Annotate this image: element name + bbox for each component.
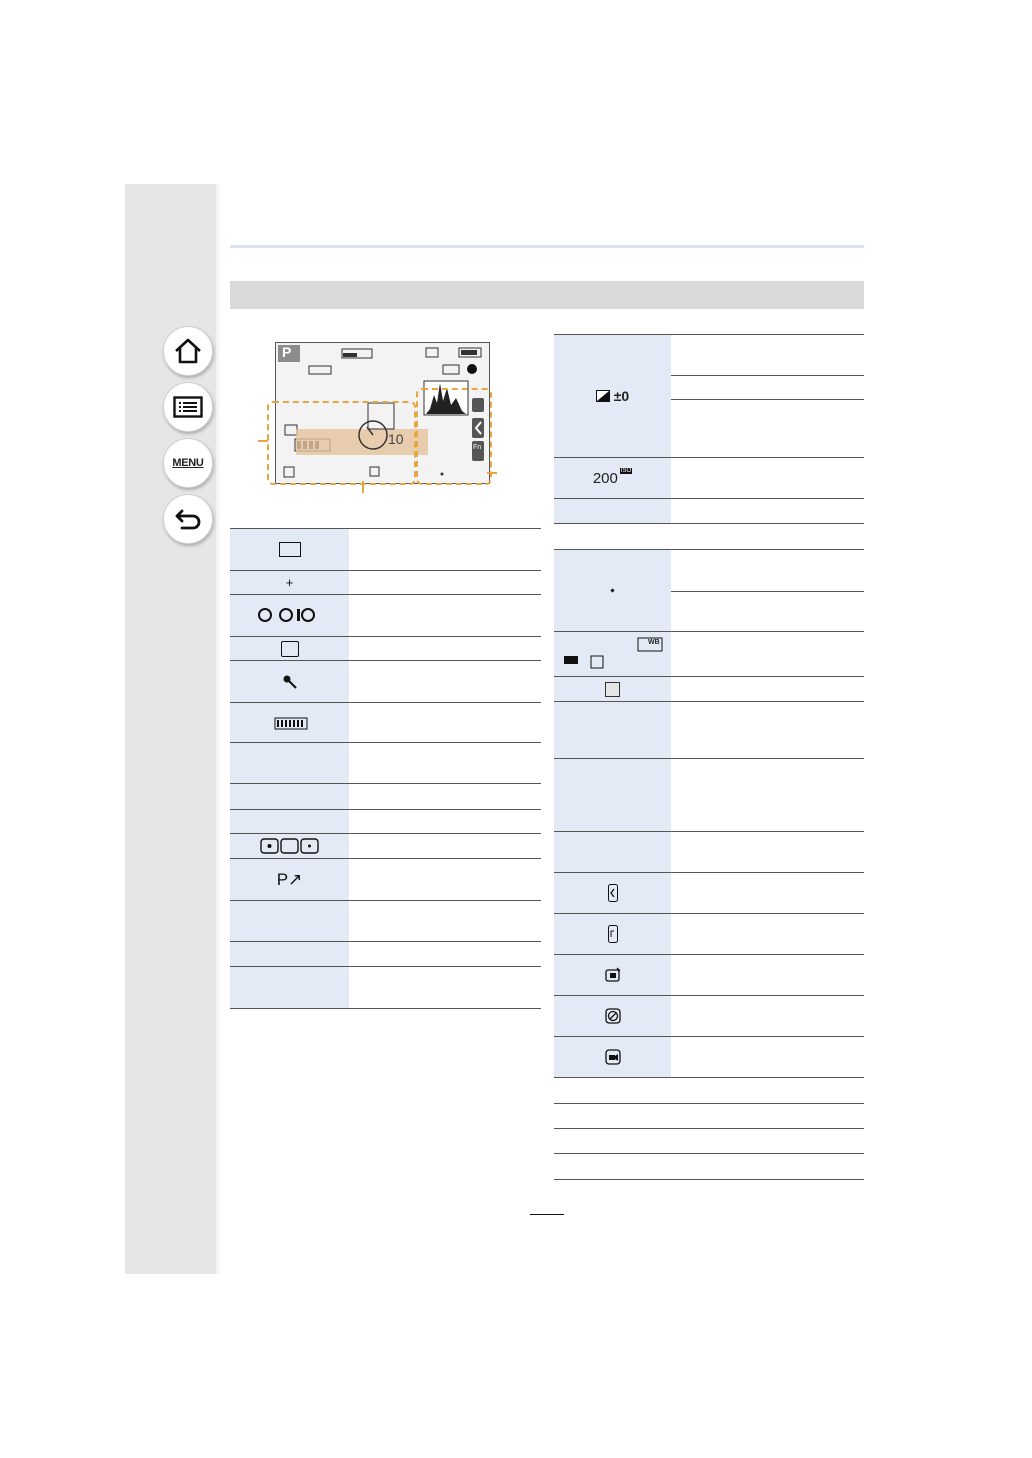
menu-button[interactable] bbox=[163, 438, 213, 488]
right-row-15 bbox=[554, 1037, 864, 1078]
section-bar bbox=[230, 281, 864, 309]
crosshair-icon: + bbox=[285, 575, 294, 590]
callout-right-region bbox=[416, 388, 492, 485]
back-arrow-icon bbox=[174, 507, 202, 531]
back-button[interactable] bbox=[163, 494, 213, 544]
movie-icon bbox=[605, 1049, 621, 1065]
left-row-3 bbox=[230, 595, 541, 637]
left-row-14 bbox=[230, 967, 541, 1009]
left-row-6 bbox=[230, 703, 541, 743]
program-shift-icon: P↗ bbox=[276, 869, 303, 889]
left-row-8 bbox=[230, 784, 541, 810]
right-row-6 bbox=[554, 632, 864, 677]
left-row-5 bbox=[230, 661, 541, 703]
left-row-11 bbox=[230, 859, 541, 901]
left-row-4 bbox=[230, 637, 541, 661]
right-row-10 bbox=[554, 832, 864, 873]
silent-mode-icon bbox=[281, 641, 299, 657]
mic-level-icon bbox=[272, 715, 308, 731]
right-row-14 bbox=[554, 996, 864, 1037]
fn-tab-label: Fn bbox=[473, 444, 482, 451]
callout-line-2 bbox=[362, 481, 364, 493]
iso-value: 200 bbox=[592, 469, 618, 487]
callout-line-1 bbox=[258, 440, 268, 442]
color-swatch-icon bbox=[605, 682, 620, 697]
wb-badge: WB bbox=[648, 639, 660, 646]
left-row-9 bbox=[230, 810, 541, 834]
callout-left-region bbox=[267, 401, 416, 485]
touch-ae-icon bbox=[605, 1008, 621, 1024]
right-row-3 bbox=[554, 499, 864, 524]
fn-tab-icon bbox=[608, 925, 618, 943]
metering-mode-icons bbox=[260, 838, 320, 854]
frame-icon bbox=[279, 542, 301, 557]
touch-shutter-icon bbox=[605, 967, 621, 983]
sidebar-edge bbox=[216, 184, 219, 1274]
left-row-2 bbox=[230, 571, 541, 595]
callout-line-3 bbox=[487, 472, 497, 474]
right-row-13 bbox=[554, 955, 864, 996]
left-row-10 bbox=[230, 834, 541, 859]
home-icon bbox=[174, 338, 202, 364]
left-row-1 bbox=[230, 529, 541, 571]
right-row-12 bbox=[554, 914, 864, 955]
self-timer-value: 10 bbox=[388, 431, 404, 447]
left-row-13 bbox=[230, 942, 541, 967]
self-timer-icons bbox=[256, 605, 324, 627]
right-row-2 bbox=[554, 458, 864, 499]
right-row-7 bbox=[554, 677, 864, 702]
microphone-icon bbox=[282, 674, 298, 690]
list-icon bbox=[173, 396, 203, 418]
exposure-comp-icon bbox=[596, 390, 610, 402]
exposure-comp-value: ±0 bbox=[613, 388, 630, 404]
right-row-11 bbox=[554, 873, 864, 914]
contents-button[interactable] bbox=[163, 382, 213, 432]
dot-icon bbox=[610, 588, 614, 592]
right-row-9 bbox=[554, 759, 864, 832]
right-row-19 bbox=[554, 1154, 864, 1180]
page-number-underline bbox=[530, 1214, 564, 1215]
right-row-4 bbox=[554, 524, 864, 550]
header-rule bbox=[230, 245, 864, 248]
right-row-1 bbox=[554, 335, 864, 458]
home-button[interactable] bbox=[163, 326, 213, 376]
right-row-18 bbox=[554, 1129, 864, 1154]
right-row-16 bbox=[554, 1078, 864, 1104]
right-row-17 bbox=[554, 1104, 864, 1129]
iso-badge: ISO bbox=[620, 468, 632, 474]
left-row-12 bbox=[230, 901, 541, 942]
mode-p-label: P bbox=[282, 344, 292, 360]
touch-tab-icon bbox=[608, 884, 618, 902]
menu-label: MENU bbox=[172, 457, 204, 469]
left-row-7 bbox=[230, 743, 541, 784]
right-row-8 bbox=[554, 702, 864, 759]
